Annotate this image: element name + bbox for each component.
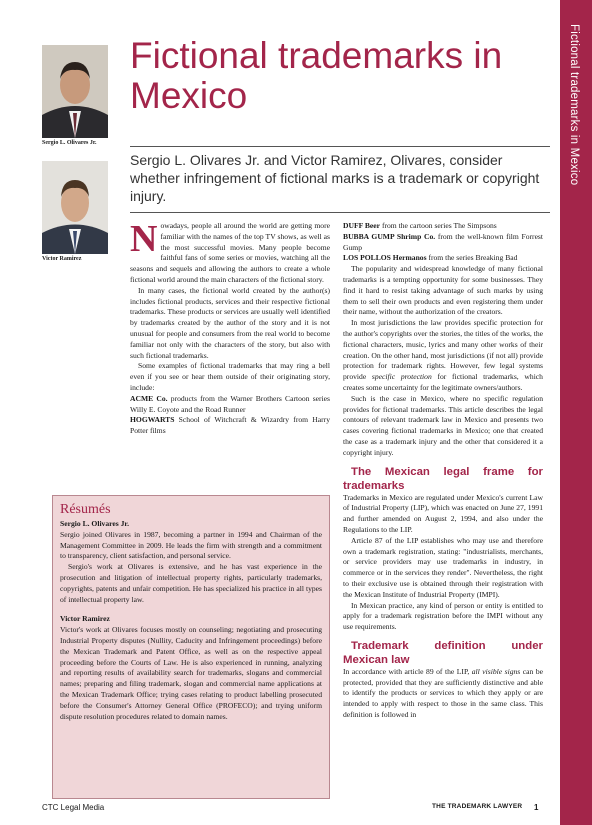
divider <box>130 146 550 147</box>
paragraph-text: can be protected, provided that they are sufficiently distinctive and able to identify the products or services to which they apply or are intended to apply with respect to those in the same class. This definition is followed in <box>343 666 543 720</box>
portrait-image <box>42 45 108 138</box>
trademark-name: ACME Co. <box>130 393 168 403</box>
trademark-source: from the cartoon series The Simpsons <box>380 221 497 230</box>
trademark-example <box>130 415 330 437</box>
trademark-source: products from the Warner Brothers Cartoon series Willy E. Coyote and the Road Runner <box>130 393 331 414</box>
spacer <box>60 605 322 614</box>
paragraph: Such is the case in Mexico, where no specific regulation provides for fictional trademarks. This article describes the legal contours of relevant trademark law in Mexico and presents two cases covering fictional trademarks in Mexico; one that created the case as a trademark injury and the other that considered it a copyright injury. <box>343 393 543 457</box>
paragraph: In many cases, the fictional world created by the author(s) includes fictional products, services and their respective fictional trademarks. These products or services are usually well identified by trademarks created by the author of the story and it is not unusual for people and consumers from the real world to become familiar not only with the characters of the story, but also with such fictional trademarks. <box>130 285 330 360</box>
section-heading: The Mexican legal frame for trademarks <box>343 465 543 492</box>
author-bio: Sergio joined Olivares in 1987, becoming a partner in 1994 and Chairman of the Management Committee in 2009. He leads the firm with strength and a commitment to transparency, client satisfaction, and personal service. <box>60 529 322 561</box>
article-title: Fictional trademarks in Mexico <box>130 35 503 116</box>
page-number: 1 <box>534 803 539 812</box>
emphasis: specific protection <box>371 372 432 382</box>
side-tab-label: Fictional trademarks in Mexico <box>568 24 580 186</box>
author-photo-olivares <box>42 45 108 138</box>
trademark-example <box>130 394 330 416</box>
drop-cap: N <box>130 218 158 260</box>
paragraph: Article 87 of the LIP establishes who may use and therefore own a trademark registration, stating: "industrialists, merchants, or service providers may use trademarks in industry, in commerce or in the services they render". Nevertheless, the right to their exclusive use is obtained through their registration with the Mexican Institute of Industrial Property (IMPI). <box>343 535 543 599</box>
article-standfirst: Sergio L. Olivares Jr. and Victor Ramirez, Olivares, consider whether infringement of fictional marks is a trademark or copyright injury. <box>130 152 540 204</box>
author-name: Sergio L. Olivares Jr. <box>60 519 129 528</box>
paragraph-text: In accordance with article 89 of the LIP, <box>343 666 472 676</box>
trademark-name: DUFF Beer <box>343 221 381 230</box>
paragraph <box>343 667 543 721</box>
author-photo-ramirez <box>42 161 108 254</box>
paragraph: In Mexican practice, any kind of person or entity is entitled to apply for a trademark registration before the IMPI without any use requirements. <box>343 600 543 632</box>
trademark-example <box>343 232 543 254</box>
trademark-source: from the series Breaking Bad <box>426 253 518 263</box>
trademark-example <box>343 221 543 232</box>
section-heading: Trademark definition under Mexican law <box>343 639 543 666</box>
photo-caption: Victor Ramirez <box>42 256 82 262</box>
emphasis: all visible signs <box>471 666 521 676</box>
resumes-heading: Résumés <box>60 502 111 517</box>
trademark-source: from the well-known film Forrest Gump <box>343 231 543 252</box>
trademark-name: BUBBA GUMP Shrimp Co. <box>343 231 436 241</box>
paragraph-text: owadays, people all around the world are getting more familiar with the names of the top TV shows, as well as the most successful movies. Many people become faithful fans of some series or movies, watching all the seasons and sequels and allowing the authors to create a whole fictional world around the main characters of the fictional story. <box>130 221 330 284</box>
paragraph: The popularity and widespread knowledge of many fictional trademarks is a tempting opportunity for some businesses. They find it hard to resist taking advantage of such marks by using them to sell their own products and even registering them under their name, without the authorization of the creators. <box>343 264 543 317</box>
resumes-box <box>52 495 330 799</box>
paragraph <box>343 318 543 394</box>
trademark-name: HOGWARTS <box>130 415 175 425</box>
author-bio: Sergio's work at Olivares is extensive, and he has vast experience in the prosecution and litigation of intellectual property rights, particularly trademarks, copyrights, patents and unfair competition. He has specialized his practice in all types of intellectual property law. <box>60 562 322 604</box>
paragraph-text: In most jurisdictions the law provides specific protection for the author's copyrights over the stories, the titles of the works, the fictional characters, music, lyrics and many other works of their creation. On the other hand, most jurisdictions (if not all) provide protection for trademark rights. However, few legal systems provide <box>343 318 543 382</box>
paragraph: Trademarks in Mexico are regulated under Mexico's current Law of Industrial Property (LIP), which was enacted on June 27, 1991 and further amended on August 2, 1994, and also under the Regulations to the LIP. <box>343 492 543 534</box>
trademark-name: LOS POLLOS Hermanos <box>343 253 427 263</box>
trademark-source: School of Witchcraft & Wizardry from Harry Potter films <box>130 415 330 436</box>
author-name: Victor Ramirez <box>60 614 110 624</box>
article-column-1 <box>130 218 331 437</box>
footer-publisher: CTC Legal Media <box>42 803 105 812</box>
paragraph: Some examples of fictional trademarks that may ring a bell even if you see or hear them outside of their originating story, include: <box>130 361 330 392</box>
article-column-2 <box>343 221 543 721</box>
portrait-image <box>42 161 108 254</box>
paragraph <box>130 218 330 286</box>
paragraph-text: for fictional trademarks, which creates some uncertainty for the legitimate owners/authors. <box>343 372 543 392</box>
trademark-example <box>343 253 543 264</box>
divider <box>130 212 550 213</box>
photo-caption: Sergio L. Olivares Jr. <box>42 140 97 146</box>
section-side-tab <box>560 0 592 825</box>
footer-magazine: THE TRADEMARK LAWYER <box>432 803 523 810</box>
author-bio: Victor's work at Olivares focuses mostly on counseling; negotiating and prosecuting Industrial Property disputes (Nullity, Caducity and Infringement proceedings) before the Mexican Trademark and Patent Office, as well as on the respective appeal proceeding before the Courts of Law. He is also experienced in running, analyzing and reporting results of availability search for trademarks, slogans and commercial names; preparing and filing trademark, slogan and commercial name applications at the Mexican Trademark Office; trying cases relating to product labelling prosecuted before the Consumer's Attorney General Office (PROFECO); and trying uniform dispute resolution procedures related to domain names. <box>60 625 322 721</box>
